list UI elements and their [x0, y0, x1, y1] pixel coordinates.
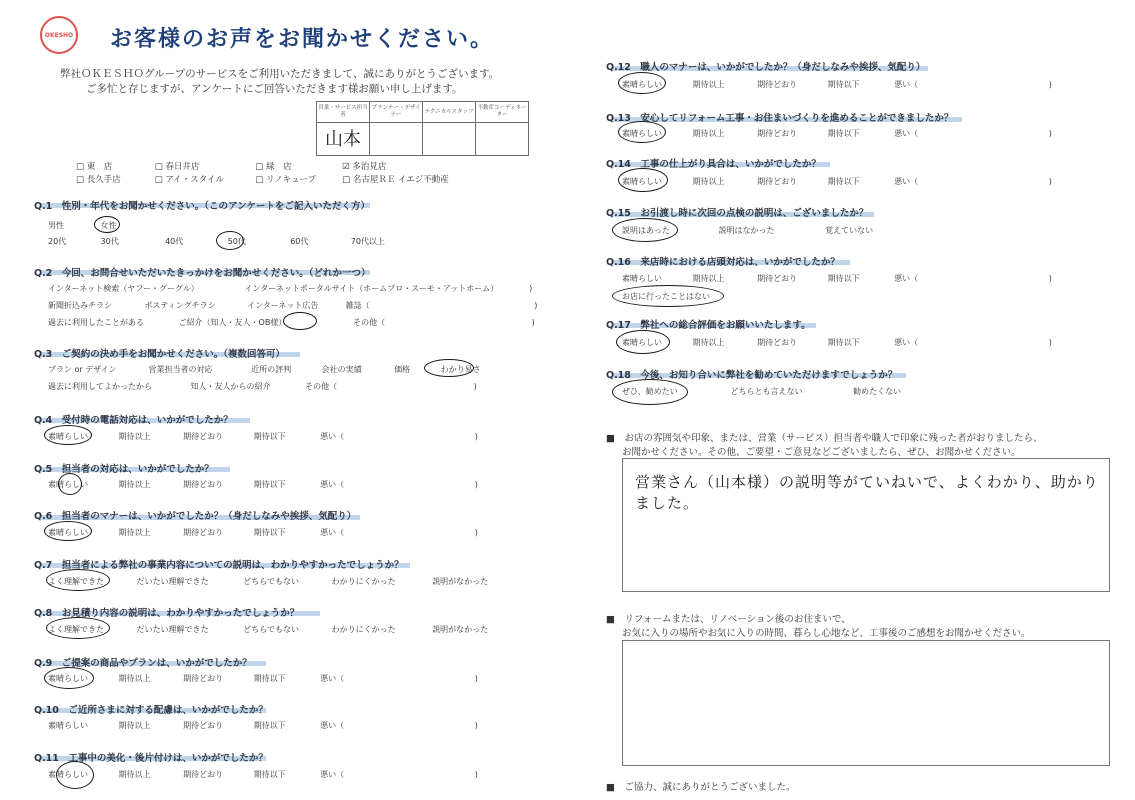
- question-q2: Q.2 今回、お問合せいただいたきっかけをお聞かせください。（どれか一つ）: [34, 268, 371, 279]
- q17-options: [622, 337, 1052, 348]
- option[interactable]: 期待以下: [827, 80, 860, 89]
- option[interactable]: 素晴らしい: [622, 338, 662, 347]
- option[interactable]: 悪い（: [894, 274, 919, 283]
- option[interactable]: 期待以上: [118, 721, 151, 730]
- question-q13: Q.13 安心してリフォーム工事・お住まいづくりを進めることができましたか？: [606, 113, 954, 124]
- option[interactable]: 期待以上: [118, 674, 151, 683]
- option[interactable]: 素晴らしい: [48, 721, 88, 730]
- answer-circle: [618, 168, 668, 192]
- option[interactable]: 説明がなかった: [432, 577, 489, 586]
- comment-heading-1: [606, 432, 1042, 460]
- staff-header: テクニカルスタッフ: [423, 102, 476, 123]
- staff-value-technical[interactable]: [423, 123, 476, 156]
- question-q11: Q.11 工事中の美化・後片付けは、いかがでしたか？: [34, 753, 268, 764]
- option[interactable]: インターネット検索（ヤフー・グーグル）: [48, 284, 199, 293]
- q13-options: [622, 128, 1052, 139]
- option[interactable]: 期待どおり: [757, 129, 798, 138]
- option[interactable]: 素晴らしい: [622, 274, 662, 283]
- option[interactable]: 悪い（: [320, 528, 345, 537]
- option: ): [534, 301, 538, 310]
- staff-header: 不動産コーディネーター: [476, 102, 529, 123]
- option[interactable]: 期待どおり: [183, 674, 224, 683]
- intro-line-2: ご多忙と存じますが、アンケートにご回答いただきます様お願い申し上げます。: [86, 83, 463, 95]
- option[interactable]: 期待以上: [692, 177, 725, 186]
- staff-value-sales[interactable]: 山本: [317, 123, 370, 156]
- option[interactable]: 素晴らしい: [622, 129, 662, 138]
- answer-circle: [44, 521, 92, 541]
- option[interactable]: その他（: [305, 382, 338, 391]
- option[interactable]: プラン or デザイン: [48, 365, 117, 374]
- option: ): [474, 528, 478, 537]
- option[interactable]: 悪い（: [894, 338, 919, 347]
- option[interactable]: 会社の実績: [321, 365, 362, 374]
- option[interactable]: 勧めたくない: [853, 387, 902, 396]
- question-q3: Q.3 ご契約の決め手をお聞かせください。（複数回答可）: [34, 349, 286, 360]
- option[interactable]: 男性: [48, 221, 64, 230]
- option: ): [473, 382, 477, 391]
- option[interactable]: 女性: [100, 221, 117, 230]
- staff-value-realestate[interactable]: [476, 123, 529, 156]
- answer-circle: [616, 330, 670, 354]
- q10-options: [48, 720, 478, 731]
- option[interactable]: 期待以上: [118, 770, 151, 779]
- staff-table: [316, 101, 529, 156]
- option: ): [474, 721, 478, 730]
- q3-options-2: [48, 381, 477, 392]
- intro-line-1: 弊社ＯＫＥＳＨＯグループのサービスをご利用いただきまして、誠にありがとうございます。: [60, 68, 500, 80]
- answer-circle: [424, 359, 474, 377]
- comment-heading-line: ■ お店の雰囲気や印象、または、営業（サービス）担当者や職人で印象に残った者がおりましたら、: [606, 433, 1043, 444]
- answer-circle: [56, 761, 94, 789]
- option[interactable]: 悪い（: [894, 129, 919, 138]
- option[interactable]: 期待どおり: [757, 338, 798, 347]
- option[interactable]: 60代: [290, 237, 309, 246]
- answer-circle: [46, 569, 110, 591]
- answer-circle: [618, 121, 666, 143]
- option[interactable]: 期待以上: [692, 80, 725, 89]
- option[interactable]: 期待以下: [827, 274, 860, 283]
- option: ): [1048, 177, 1052, 186]
- question-q14: Q.14 工事の仕上がり具合は、いかがでしたか？: [606, 159, 821, 170]
- option[interactable]: 期待どおり: [183, 432, 224, 441]
- question-q17: Q.17 弊社への総合評価をお願いいたします。: [606, 320, 811, 331]
- option[interactable]: 雑誌（: [345, 301, 370, 310]
- option[interactable]: 素晴らしい: [622, 80, 662, 89]
- option[interactable]: 期待どおり: [183, 528, 224, 537]
- option[interactable]: だいたい理解できた: [136, 577, 209, 586]
- option[interactable]: 期待以上: [692, 338, 725, 347]
- option[interactable]: 期待以下: [253, 432, 286, 441]
- option[interactable]: その他（: [353, 318, 386, 327]
- q14-options: [622, 176, 1052, 187]
- option[interactable]: 新聞折込みチラシ: [48, 301, 112, 310]
- answer-circle: [612, 218, 678, 242]
- option[interactable]: 悪い（: [320, 432, 345, 441]
- q16-options-1: [622, 273, 1052, 284]
- option[interactable]: 悪い（: [320, 721, 345, 730]
- option[interactable]: よく理解できた: [48, 625, 104, 634]
- question-q6: Q.6 担当者のマナーは、いかがでしたか？（身だしなみや挨拶、気配り）: [34, 511, 357, 522]
- option[interactable]: 素晴らしい: [48, 770, 88, 779]
- option[interactable]: 素晴らしい: [48, 480, 88, 489]
- option: ): [529, 284, 533, 293]
- option[interactable]: 期待以上: [118, 528, 151, 537]
- option[interactable]: 20代: [48, 237, 67, 246]
- comment-box-1[interactable]: [622, 458, 1110, 592]
- option[interactable]: 説明がなかった: [432, 625, 489, 634]
- option: ): [474, 480, 478, 489]
- store-row-2: [76, 173, 463, 185]
- q11-options: [48, 769, 478, 780]
- option[interactable]: 期待以下: [253, 480, 286, 489]
- option[interactable]: 説明はなかった: [718, 226, 775, 235]
- option[interactable]: 期待以上: [692, 129, 725, 138]
- option[interactable]: 悪い（: [320, 480, 345, 489]
- option[interactable]: ポスティングチラシ: [144, 301, 216, 310]
- store-row-1: [76, 160, 400, 172]
- option[interactable]: わかり易さ: [440, 365, 481, 374]
- option[interactable]: わかりにくかった: [331, 625, 396, 634]
- question-q12: Q.12 職人のマナーは、いかがでしたか？（身だしなみや挨拶、気配り）: [606, 62, 926, 73]
- q7-options: [48, 576, 488, 587]
- option: ): [531, 318, 535, 327]
- q2-options-1: [48, 283, 532, 294]
- answer-circle: [216, 231, 244, 250]
- answer-circle: [46, 617, 110, 639]
- option[interactable]: 期待どおり: [183, 480, 224, 489]
- option[interactable]: 素晴らしい: [48, 528, 88, 537]
- option[interactable]: ぜひ、勧めたい: [622, 387, 678, 396]
- company-logo-icon: [40, 16, 78, 54]
- q9-options: [48, 673, 478, 684]
- option[interactable]: 期待以上: [692, 274, 725, 283]
- staff-header: プランナー・デザイナー: [370, 102, 423, 123]
- store-option[interactable]: ☑ 多治見店: [342, 162, 387, 172]
- option[interactable]: 期待以下: [253, 528, 286, 537]
- question-q9: Q.9 ご提案の商品やプランは、いかがでしたか？: [34, 658, 252, 669]
- option[interactable]: 期待以下: [253, 721, 286, 730]
- question-q15: Q.15 お引渡し時に次回の点検の説明は、ございましたか？: [606, 208, 869, 219]
- option[interactable]: インターネットポータルサイト（ホームプロ・スーモ・アットホーム）: [244, 284, 499, 293]
- option[interactable]: 説明はあった: [622, 226, 670, 235]
- store-option[interactable]: □ アイ・スタイル: [154, 175, 225, 185]
- answer-circle: [58, 473, 82, 495]
- option[interactable]: 期待どおり: [757, 177, 798, 186]
- option[interactable]: 40代: [165, 237, 184, 246]
- option[interactable]: どちらとも言えない: [730, 387, 803, 396]
- option[interactable]: 悪い（: [320, 674, 345, 683]
- q5-options: [48, 479, 478, 490]
- option: ): [474, 432, 478, 441]
- store-option[interactable]: □ 緑 店: [255, 162, 292, 172]
- question-q10: Q.10 ご近所さまに対する配慮は、いかがでしたか？: [34, 705, 268, 716]
- option[interactable]: どちらでもない: [243, 577, 300, 586]
- answer-circle: [44, 425, 92, 445]
- option[interactable]: 近所の評判: [251, 365, 292, 374]
- option[interactable]: 知人・友人からの紹介: [190, 382, 271, 391]
- q2-options-2: [48, 300, 537, 311]
- option[interactable]: 悪い（: [894, 80, 919, 89]
- option: ): [474, 770, 478, 779]
- option[interactable]: 過去に利用してよかったから: [48, 382, 152, 391]
- option[interactable]: よく理解できた: [48, 577, 104, 586]
- store-option[interactable]: □ 長久手店: [76, 175, 121, 185]
- option[interactable]: 悪い（: [894, 177, 919, 186]
- question-q8: Q.8 お見積り内容の説明は、わかりやすかったでしょうか？: [34, 608, 300, 619]
- option[interactable]: 価格: [394, 365, 411, 374]
- staff-value-planner[interactable]: [370, 123, 423, 156]
- option[interactable]: お店に行ったことはない: [622, 292, 710, 301]
- footer-thanks: ■ ご協力、誠にありがとうございました。: [606, 782, 796, 793]
- q8-options: [48, 624, 488, 635]
- store-option[interactable]: □ 春日井店: [154, 162, 200, 172]
- option[interactable]: 期待以下: [253, 770, 286, 779]
- comment-box-2[interactable]: [622, 640, 1110, 766]
- option[interactable]: 期待以下: [827, 338, 860, 347]
- option[interactable]: だいたい理解できた: [136, 625, 209, 634]
- option[interactable]: 期待以下: [253, 674, 286, 683]
- comment-heading-line: お聞かせください。その他、ご要望・ご意見などございましたら、ぜひ、お聞かせください。: [622, 447, 1021, 458]
- option[interactable]: 営業担当者の対応: [148, 365, 213, 374]
- logo-text: OKESHO: [44, 32, 74, 39]
- option[interactable]: どちらでもない: [243, 625, 300, 634]
- q4-options: [48, 431, 478, 442]
- q6-options: [48, 527, 478, 538]
- question-q5: Q.5 担当者の対応は、いかがでしたか？: [34, 464, 214, 475]
- option: ): [474, 674, 478, 683]
- answer-circle: [44, 667, 94, 689]
- option[interactable]: 期待どおり: [183, 721, 224, 730]
- answer-circle: [283, 312, 317, 330]
- option[interactable]: 期待どおり: [183, 770, 224, 779]
- option[interactable]: 30代: [100, 237, 119, 246]
- store-option[interactable]: □ 東 店: [76, 162, 113, 172]
- answer-circle: [618, 72, 666, 94]
- option[interactable]: 期待以下: [827, 177, 860, 186]
- comment-answer-1: 営業さん（山本様）の説明等がていねいで、よくわかり、助かりました。: [635, 473, 1099, 512]
- option: ): [1048, 274, 1052, 283]
- answer-circle: [612, 379, 688, 405]
- option[interactable]: 期待どおり: [757, 80, 798, 89]
- question-q1: Q.1 性別・年代をお聞かせください。（このアンケートをご記入いただく方）: [34, 201, 370, 212]
- page-title: お客様のお声をお聞かせください。: [110, 27, 495, 52]
- comment-heading-line: ■ リフォームまたは、リノベーション後のお住まいで、: [606, 614, 851, 625]
- comment-heading-line: お気に入りの場所やお気に入りの時間、暮らし心地など、工事後のご感想をお聞かせください。: [622, 628, 1031, 639]
- store-option[interactable]: □ リノキューブ: [255, 175, 317, 185]
- option[interactable]: 素晴らしい: [48, 674, 88, 683]
- option[interactable]: 70代以上: [350, 237, 385, 246]
- option[interactable]: ご紹介（知人・友人・OB様）: [178, 318, 287, 327]
- option[interactable]: 期待以上: [118, 432, 151, 441]
- option: ): [1048, 338, 1052, 347]
- option[interactable]: 素晴らしい: [622, 177, 662, 186]
- option[interactable]: 素晴らしい: [48, 432, 88, 441]
- option[interactable]: 期待どおり: [757, 274, 798, 283]
- answer-circle: [612, 285, 724, 307]
- question-q18: Q.18 今後、お知り合いに弊社を勧めていただけますでしょうか？: [606, 370, 898, 381]
- option[interactable]: わかりにくかった: [331, 577, 396, 586]
- question-q4: Q.4 受付時の電話対応は、いかがでしたか？: [34, 415, 233, 426]
- answer-circle: [94, 216, 120, 233]
- question-q16: Q.16 来店時における店頭対応は、いかがでしたか？: [606, 257, 840, 268]
- option: ): [1048, 80, 1052, 89]
- option[interactable]: 過去に利用したことがある: [48, 318, 144, 327]
- option[interactable]: 悪い（: [320, 770, 345, 779]
- comment-heading-2: [606, 613, 1031, 641]
- option[interactable]: 50代: [227, 237, 246, 246]
- q12-options: [622, 79, 1052, 90]
- option[interactable]: 覚えていない: [825, 226, 874, 235]
- option[interactable]: 期待以下: [827, 129, 860, 138]
- option[interactable]: インターネット広告: [247, 301, 319, 310]
- option: ): [1048, 129, 1052, 138]
- question-q7: Q.7 担当者による弊社の事業内容についての説明は、わかりやすかったでしょうか？: [34, 560, 404, 571]
- store-option[interactable]: □ 名古屋ＲＥ イエジ不動産: [342, 175, 449, 185]
- staff-header: 営業・サービス担当者: [317, 102, 370, 123]
- q3-options-1: [48, 364, 481, 375]
- option[interactable]: 期待以上: [118, 480, 151, 489]
